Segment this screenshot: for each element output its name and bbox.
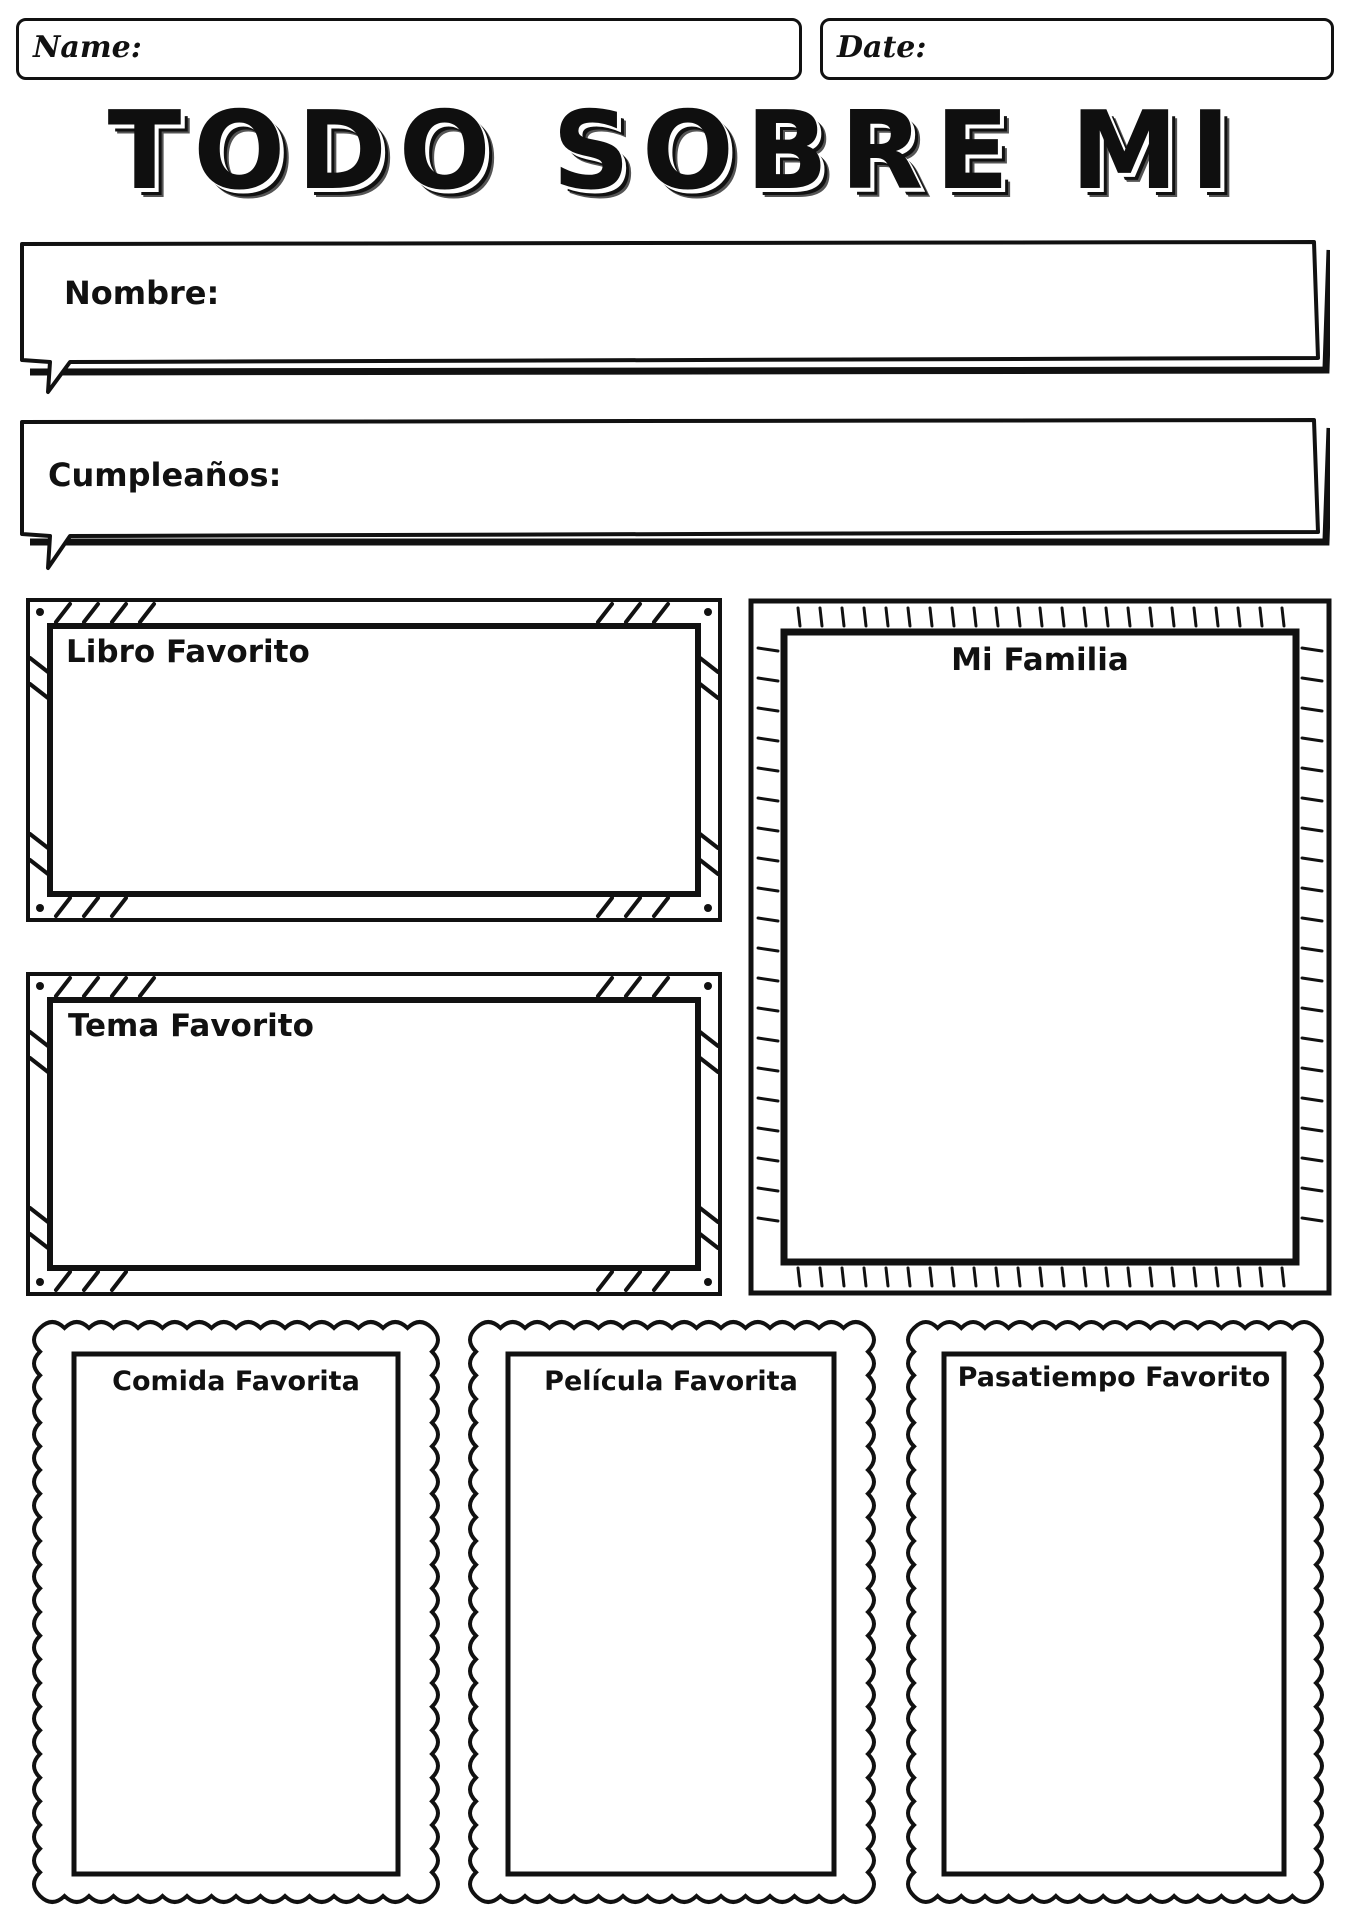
pasatiempo-favorito-box[interactable] [900, 1314, 1330, 1910]
date-field[interactable] [820, 18, 1334, 80]
nombre-field[interactable] [20, 240, 1320, 400]
pasatiempo-favorito-label: Pasatiempo Favorito [957, 1362, 1271, 1393]
libro-favorito-box[interactable] [26, 598, 722, 922]
name-field[interactable] [16, 18, 802, 80]
comida-favorita-box[interactable] [26, 1314, 446, 1910]
libro-favorito-label: Libro Favorito [66, 634, 310, 670]
date-label: Date: [837, 30, 927, 65]
mi-familia-label: Mi Familia [951, 642, 1129, 678]
nombre-label: Nombre: [64, 274, 220, 312]
tema-favorito-box[interactable] [26, 972, 722, 1296]
cumpleanos-label: Cumpleaños: [48, 456, 282, 494]
mi-familia-box[interactable] [748, 598, 1332, 1296]
pelicula-favorita-box[interactable] [462, 1314, 882, 1910]
name-label: Name: [33, 30, 142, 65]
comida-favorita-label: Comida Favorita [112, 1366, 360, 1397]
tema-favorito-label: Tema Favorito [68, 1008, 314, 1044]
page-title: TODO SOBRE MI [107, 89, 1243, 214]
pelicula-favorita-label: Película Favorita [544, 1366, 798, 1397]
cumpleanos-field[interactable] [20, 418, 1320, 578]
